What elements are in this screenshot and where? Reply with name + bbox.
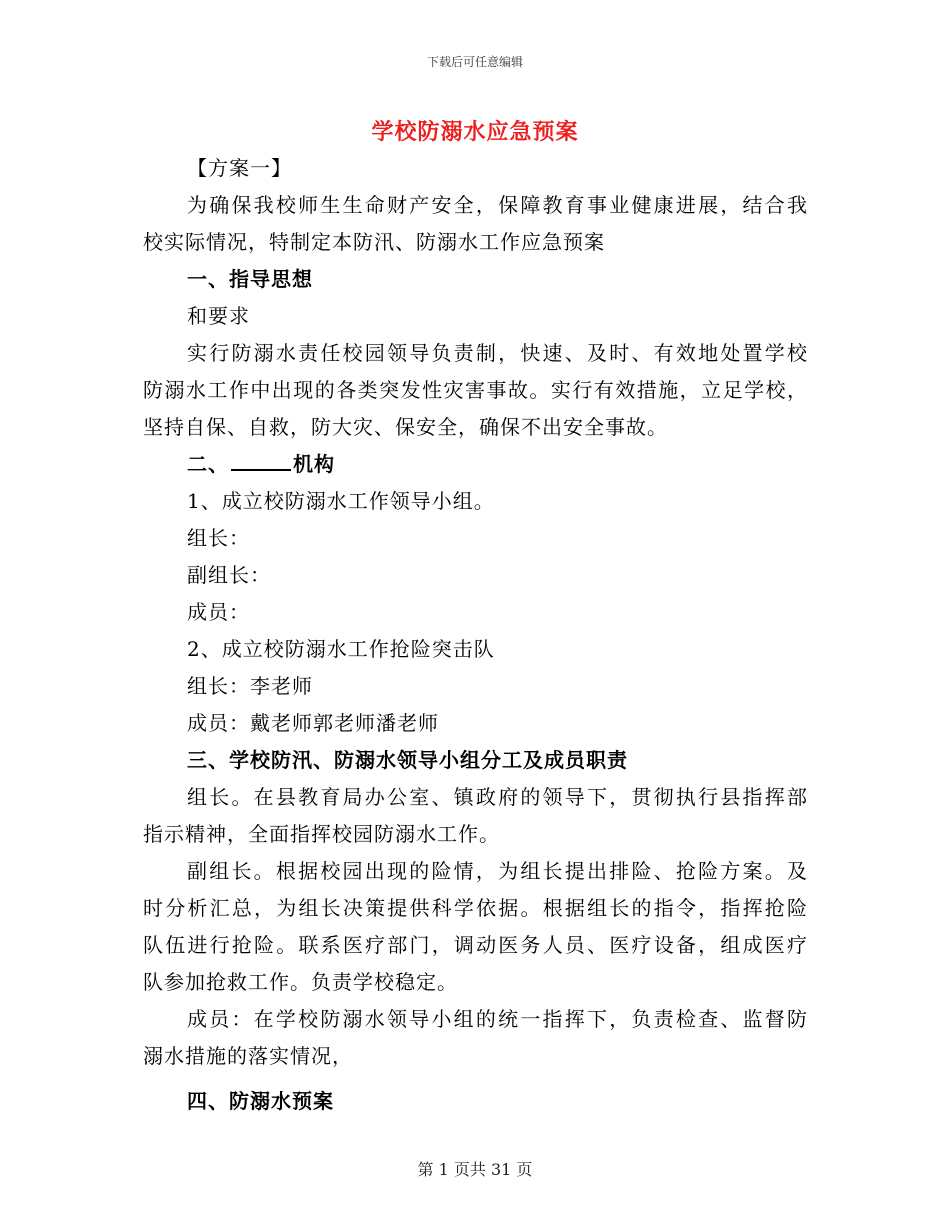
section-1-paragraph-line-2: 防溺水工作中出现的各类突发性灾害事故。实行有效措施，立足学校， — [143, 378, 808, 402]
section-1-subheading: 和要求 — [187, 304, 250, 328]
intro-line-2: 校实际情况，特制定本防汛、防溺水工作应急预案 — [143, 230, 605, 254]
vice-duty-line-1: 副组长。根据校园出现的险情，为组长提出排险、抢险方案。及 — [187, 859, 808, 883]
section-4-heading: 四、防溺水预案 — [187, 1089, 334, 1113]
member-duty-line-1: 成员：在学校防溺水领导小组的统一指挥下，负责检查、监督防 — [187, 1007, 808, 1031]
squad-leader: 组长：李老师 — [187, 674, 313, 698]
document-title: 学校防溺水应急预案 — [371, 119, 579, 145]
fill-in-blank — [231, 447, 291, 471]
section-spacer — [143, 1075, 808, 1083]
section-2-item-2: 2、成立校防溺水工作抢险突击队 — [187, 637, 495, 661]
section-2-heading — [143, 446, 808, 483]
vice-leader-field: 副组长： — [187, 563, 271, 587]
squad-members: 成员：戴老师郭老师潘老师 — [187, 711, 439, 735]
section-2-item-1: 1、成立校防溺水工作领导小组。 — [187, 489, 495, 513]
section-2-heading-prefix: 二、 — [187, 452, 229, 476]
vice-duty-line-4: 队参加抢救工作。负责学校稳定。 — [143, 970, 458, 994]
vice-duty-line-3: 队伍进行抢险。联系医疗部门，调动医务人员、医疗设备，组成医疗 — [143, 933, 808, 957]
leader-duty-line-2: 指示精神，全面指挥校园防溺水工作。 — [143, 822, 500, 846]
section-1-heading: 一、指导思想 — [187, 267, 313, 291]
document-body — [143, 150, 808, 1120]
section-1-paragraph-line-1: 实行防溺水责任校园领导负责制，快速、及时、有效地处置学校 — [187, 341, 808, 365]
section-3-heading: 三、学校防汛、防溺水领导小组分工及成员职责 — [187, 748, 628, 772]
section-2-heading-suffix: 机构 — [293, 452, 335, 476]
member-duty-line-2: 溺水措施的落实情况， — [143, 1044, 353, 1068]
scheme-label: 【方案一】 — [187, 156, 292, 180]
section-1-paragraph-line-3: 坚持自保、自救，防大灾、保安全，确保不出安全事故。 — [143, 415, 668, 439]
members-field: 成员： — [187, 600, 250, 624]
vice-duty-line-2: 时分析汇总，为组长决策提供科学依据。根据组长的指令，指挥抢险 — [143, 896, 808, 920]
header-note: 下载后可任意编辑 — [426, 55, 523, 69]
intro-line-1: 为确保我校师生生命财产安全，保障教育事业健康进展，结合我 — [187, 193, 808, 217]
leader-duty-line-1: 组长。在县教育局办公室、镇政府的领导下，贯彻执行县指挥部 — [187, 785, 808, 809]
page-footer: 第 1 页共 31 页 — [417, 1160, 533, 1179]
leader-field: 组长： — [187, 526, 250, 550]
